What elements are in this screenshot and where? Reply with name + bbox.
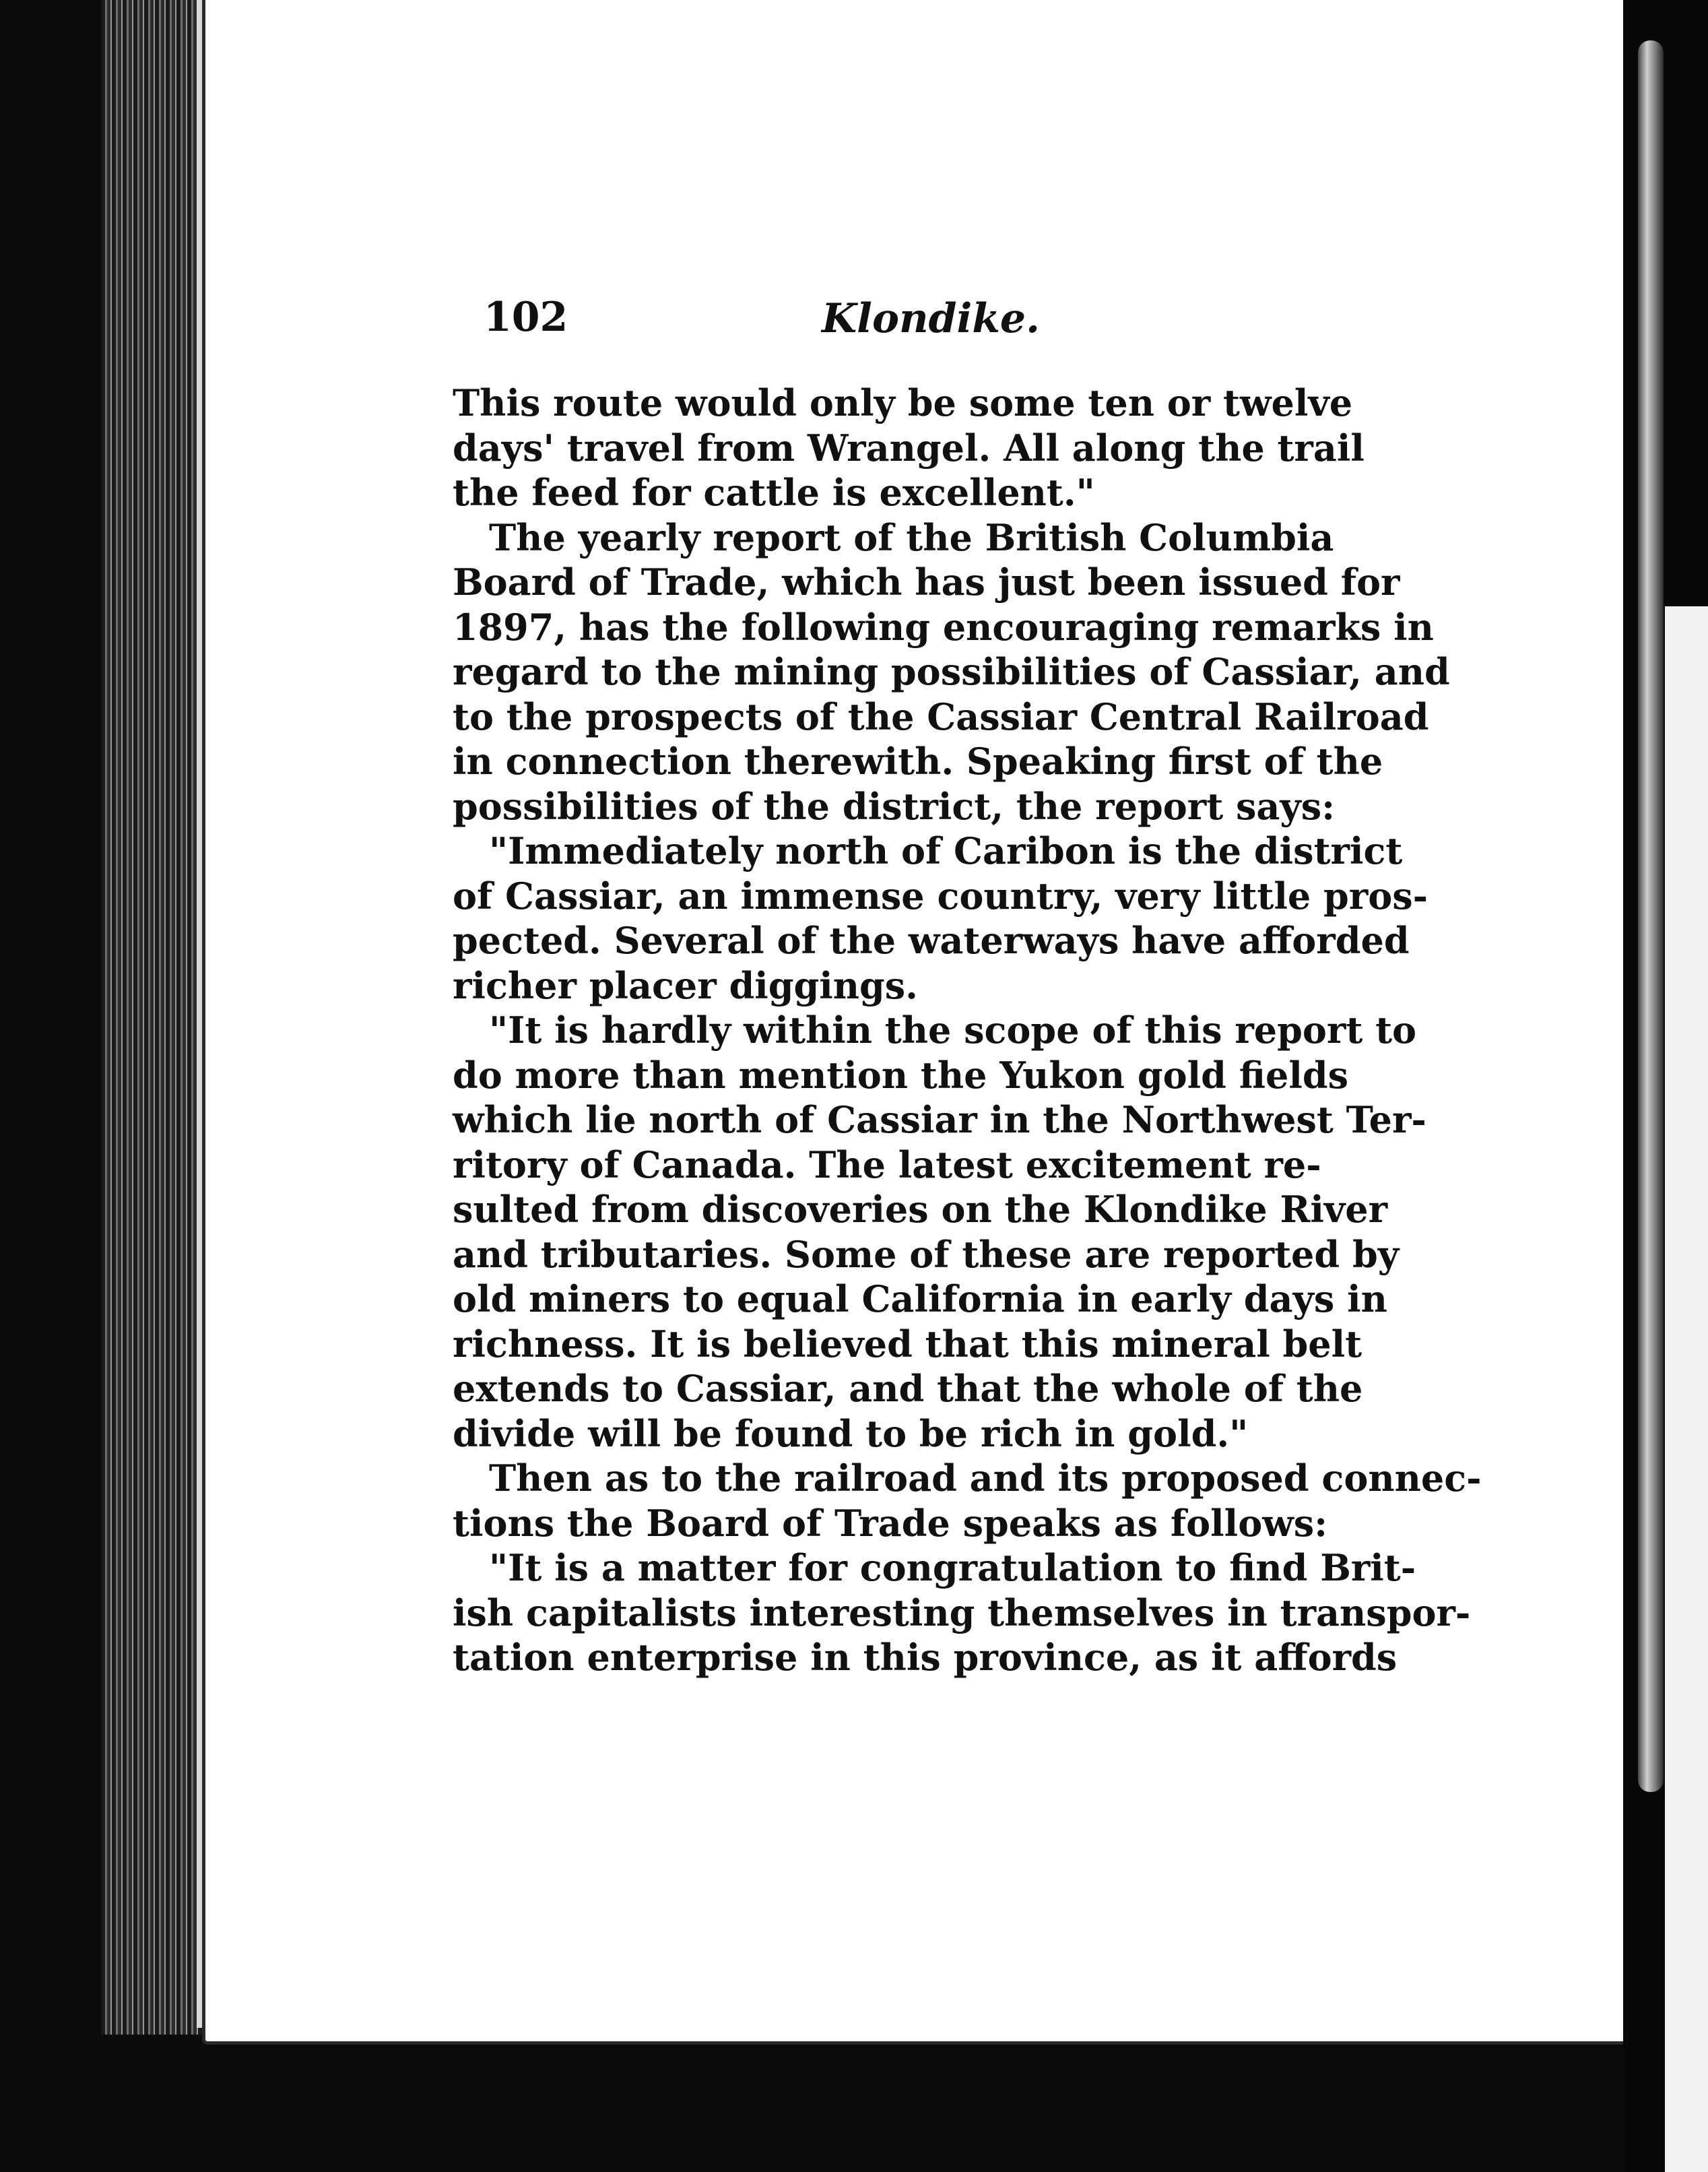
paragraph	[453, 515, 1450, 829]
text-line: days' travel from Wrangel. All along the trail	[453, 426, 1365, 470]
text-line: tions the Board of Trade speaks as follows:	[453, 1501, 1328, 1545]
text-line: tation enterprise in this province, as it affords	[453, 1636, 1398, 1679]
paragraph	[453, 829, 1428, 1008]
text-line: do more than mention the Yukon gold fields	[453, 1053, 1348, 1097]
body-text	[453, 381, 1482, 1680]
paragraph	[453, 1008, 1426, 1456]
paragraph	[453, 1456, 1482, 1545]
text-line: extends to Cassiar, and that the whole of the	[453, 1367, 1363, 1410]
running-title: Klondike.	[822, 295, 1040, 342]
text-line: This route would only be some ten or twelve	[453, 381, 1353, 424]
text-line: ish capitalists interesting themselves in transpor-	[453, 1591, 1471, 1634]
text-line: sulted from discoveries on the Klondike River	[453, 1188, 1388, 1231]
text-line: Board of Trade, which has just been issued for	[453, 561, 1400, 604]
facing-page-edge	[1665, 606, 1708, 2172]
text-line: of Cassiar, an immense country, very little pros-	[453, 874, 1428, 918]
paragraph	[453, 381, 1365, 515]
text-line: to the prospects of the Cassiar Central Railroad	[453, 695, 1429, 738]
text-line: The yearly report of the British Columbia	[489, 515, 1334, 559]
text-line: ritory of Canada. The latest excitement re-	[453, 1143, 1321, 1186]
binding-gutter	[1623, 0, 1708, 2172]
text-line: "It is a matter for congratulation to find Brit-	[489, 1546, 1416, 1589]
text-line: which lie north of Cassiar in the Northwest Ter-	[453, 1098, 1426, 1141]
text-line: "Immediately north of Caribon is the district	[489, 829, 1403, 872]
text-line: "It is hardly within the scope of this report to	[489, 1009, 1417, 1052]
text-line: 1897, has the following encouraging remarks in	[453, 605, 1434, 649]
book-fore-edge	[0, 0, 222, 2172]
text-line: in connection therewith. Speaking first of the	[453, 740, 1383, 783]
running-head	[484, 294, 1090, 348]
binding-strip	[1638, 40, 1664, 1792]
text-line: possibilities of the district, the report says:	[453, 784, 1336, 828]
text-line: the feed for cattle is excellent."	[453, 471, 1095, 514]
text-line: regard to the mining possibilities of Cassiar, and	[453, 650, 1450, 693]
text-line: old miners to equal California in early days in	[453, 1277, 1387, 1320]
text-line: richness. It is believed that this mineral belt	[453, 1322, 1362, 1366]
text-line: richer placer diggings.	[453, 963, 918, 1007]
text-line: and tributaries. Some of these are reported by	[453, 1232, 1400, 1276]
text-line: pected. Several of the waterways have afforded	[453, 919, 1410, 962]
page-bottom-shadow	[202, 2045, 1623, 2172]
text-line: Then as to the railroad and its proposed connec-	[489, 1457, 1482, 1500]
paragraph	[453, 1545, 1471, 1680]
text-line: divide will be found to be rich in gold."	[453, 1411, 1249, 1455]
page-number: 102	[484, 294, 568, 341]
